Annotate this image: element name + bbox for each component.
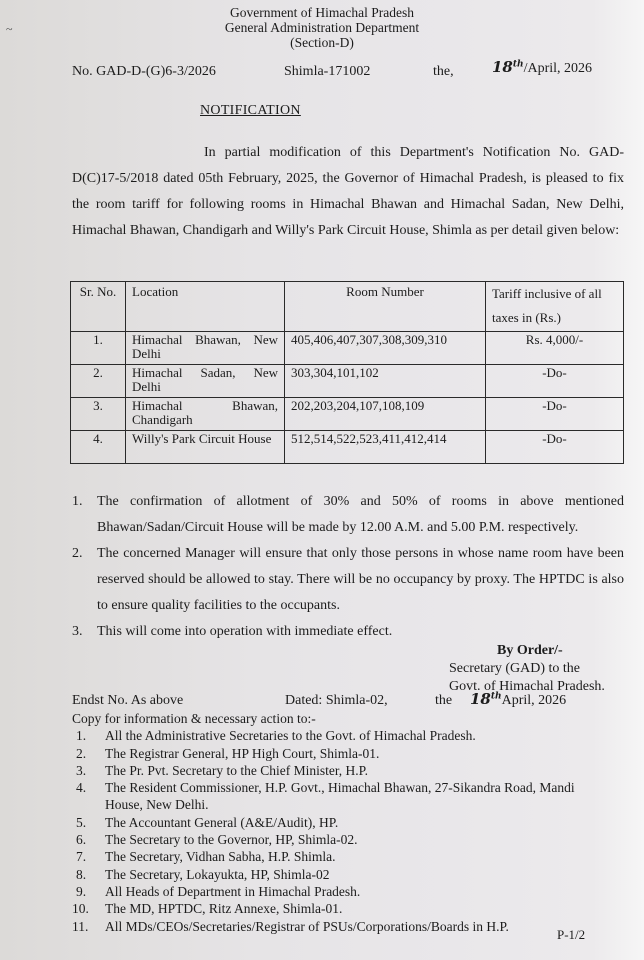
recipient-item xyxy=(72,848,632,865)
recipient-text: The Pr. Pvt. Secretary to the Chief Minister, H.P. xyxy=(105,762,369,778)
recipient-item xyxy=(72,779,632,814)
recipient-number: 8. xyxy=(76,866,87,882)
condition-text: The confirmation of allotment of 30% and 50% of rooms in above mentioned Bhawan/Sadan/Circuit House will be made by 12.00 A.M. and 5.00 P.M. respectively. xyxy=(97,494,624,535)
cell-tariff: -Do- xyxy=(486,431,624,464)
letterhead-department: General Administration Department xyxy=(224,20,420,35)
margin-mark: ~ xyxy=(6,22,13,36)
recipient-text: The Registrar General, HP High Court, Shimla-01. xyxy=(105,745,380,761)
recipient-item xyxy=(72,866,632,883)
recipient-text: All the Administrative Secretaries to the Govt. of Himachal Pradesh. xyxy=(105,728,476,744)
recipient-text: All MDs/CEOs/Secretaries/Registrar of PSUs/Corporations/Boards in H.P. xyxy=(105,918,509,934)
condition-item xyxy=(72,489,624,541)
condition-text: The concerned Manager will ensure that only those persons in whose name room have been reserved should be allowed to stay. There will be no occupancy by proxy. The HPTDC is also to ensure quality facilities to the occupants. xyxy=(97,546,624,613)
copy-intro: Copy for information & necessary action to:- xyxy=(72,711,316,726)
conditions-list xyxy=(72,489,624,645)
reference-the-label: the, xyxy=(433,64,454,79)
cell-rooms: 303,304,101,102 xyxy=(285,365,486,398)
handwritten-day-suffix: th xyxy=(512,59,524,70)
recipient-number: 9. xyxy=(76,883,87,899)
recipient-number: 7. xyxy=(76,849,87,865)
recipient-number: 3. xyxy=(76,762,87,778)
header-location: Location xyxy=(126,282,285,332)
cell-tariff: -Do- xyxy=(486,365,624,398)
table-row xyxy=(71,398,624,431)
recipient-number: 4. xyxy=(76,780,87,796)
table-row xyxy=(71,332,624,365)
recipient-item xyxy=(72,900,632,917)
condition-number: 1. xyxy=(72,494,83,509)
recipient-number: 2. xyxy=(76,745,87,761)
endorsement-the-label: the xyxy=(435,693,453,708)
table-header-row xyxy=(71,282,624,332)
letterhead xyxy=(100,5,544,50)
endorsement-number: Endst No. As above xyxy=(72,693,184,708)
tariff-table xyxy=(70,281,624,464)
recipient-number: 6. xyxy=(76,832,87,848)
cell-location: Himachal Sadan, New Delhi xyxy=(126,365,285,398)
document-title: NOTIFICATION xyxy=(200,103,301,118)
handwritten-day: 18 xyxy=(492,58,513,76)
cell-tariff: Rs. 4,000/- xyxy=(486,332,624,365)
letterhead-section: (Section-D) xyxy=(290,35,354,50)
letterhead-government: Government of Himachal Pradesh xyxy=(229,5,415,20)
cell-rooms: 405,406,407,307,308,309,310 xyxy=(285,332,486,365)
reference-date xyxy=(492,58,592,77)
signatory-designation: Secretary (GAD) to the xyxy=(449,661,581,676)
cell-rooms: 202,203,204,107,108,109 xyxy=(285,398,486,431)
header-room-number: Room Number xyxy=(285,282,486,332)
date-month-year: /April, 2026 xyxy=(523,61,593,76)
recipient-text: The Accountant General (A&E/Audit), HP. xyxy=(105,814,339,830)
endorsement-dated: Dated: Shimla-02, xyxy=(285,693,388,708)
condition-number: 3. xyxy=(72,624,83,639)
by-order: By Order/- xyxy=(497,643,563,658)
body-paragraph: In partial modification of this Department's Notification No. GAD-D(C)17-5/2018 dated 05th February, 2025, the Governor of Himachal Pradesh, is pleased to fix the room tariff for following rooms in Himachal Bhawan and Himachal Sadan, New Delhi, Himachal Bhawan, Chandigarh and Willy's Park Circuit House, Shimla as per detail given below: xyxy=(72,145,624,238)
recipient-item xyxy=(72,831,632,848)
recipient-text: The Resident Commissioner, H.P. Govt., Himachal Bhawan, 27-Sikandra Road, Mandi House, New Delhi. xyxy=(105,780,575,813)
header-sr-no: Sr. No. xyxy=(71,282,126,332)
recipient-item xyxy=(72,883,632,900)
recipient-number: 5. xyxy=(76,814,87,830)
handwritten-day: 18 xyxy=(470,690,491,708)
recipient-text: The Secretary, Lokayukta, HP, Shimla-02 xyxy=(105,866,330,882)
recipient-text: The Secretary, Vidhan Sabha, H.P. Shimla. xyxy=(105,849,336,865)
recipient-item xyxy=(72,918,632,935)
recipient-item xyxy=(72,745,632,762)
recipient-text: The Secretary to the Governor, HP, Shimla-02. xyxy=(105,832,358,848)
recipient-item xyxy=(72,814,632,831)
header-tariff: Tariff inclusive of all taxes in (Rs.) xyxy=(486,282,624,332)
cell-tariff: -Do- xyxy=(486,398,624,431)
date-month-year: April, 2026 xyxy=(501,693,567,708)
recipient-number: 10. xyxy=(72,901,89,917)
recipient-number: 11. xyxy=(72,918,89,934)
table-row xyxy=(71,365,624,398)
copy-list xyxy=(72,710,632,935)
cell-location: Himachal Bhawan, Chandigarh xyxy=(126,398,285,431)
condition-text: This will come into operation with immediate effect. xyxy=(97,624,393,639)
cell-sr: 3. xyxy=(71,398,126,431)
recipient-text: The MD, HPTDC, Ritz Annexe, Shimla-01. xyxy=(105,901,343,917)
recipient-item xyxy=(72,762,632,779)
recipient-item xyxy=(72,727,632,744)
cell-sr: 2. xyxy=(71,365,126,398)
cell-sr: 1. xyxy=(71,332,126,365)
endorsement-date xyxy=(470,690,566,709)
reference-place: Shimla-171002 xyxy=(284,64,371,79)
table-row xyxy=(71,431,624,464)
recipient-number: 1. xyxy=(76,728,87,744)
signatory-government: Govt. of Himachal Pradesh. xyxy=(449,679,605,694)
cell-sr: 4. xyxy=(71,431,126,464)
page-marker: P-1/2 xyxy=(557,927,586,942)
cell-location: Himachal Bhawan, New Delhi xyxy=(126,332,285,365)
reference-number: No. GAD-D-(G)6-3/2026 xyxy=(72,64,216,79)
recipient-text: All Heads of Department in Himachal Pradesh. xyxy=(105,883,361,899)
cell-location: Willy's Park Circuit House xyxy=(126,431,285,464)
condition-number: 2. xyxy=(72,546,83,561)
condition-item xyxy=(72,541,624,619)
cell-rooms: 512,514,522,523,411,412,414 xyxy=(285,431,486,464)
handwritten-day-suffix: th xyxy=(490,691,502,702)
signature-block xyxy=(449,642,605,696)
